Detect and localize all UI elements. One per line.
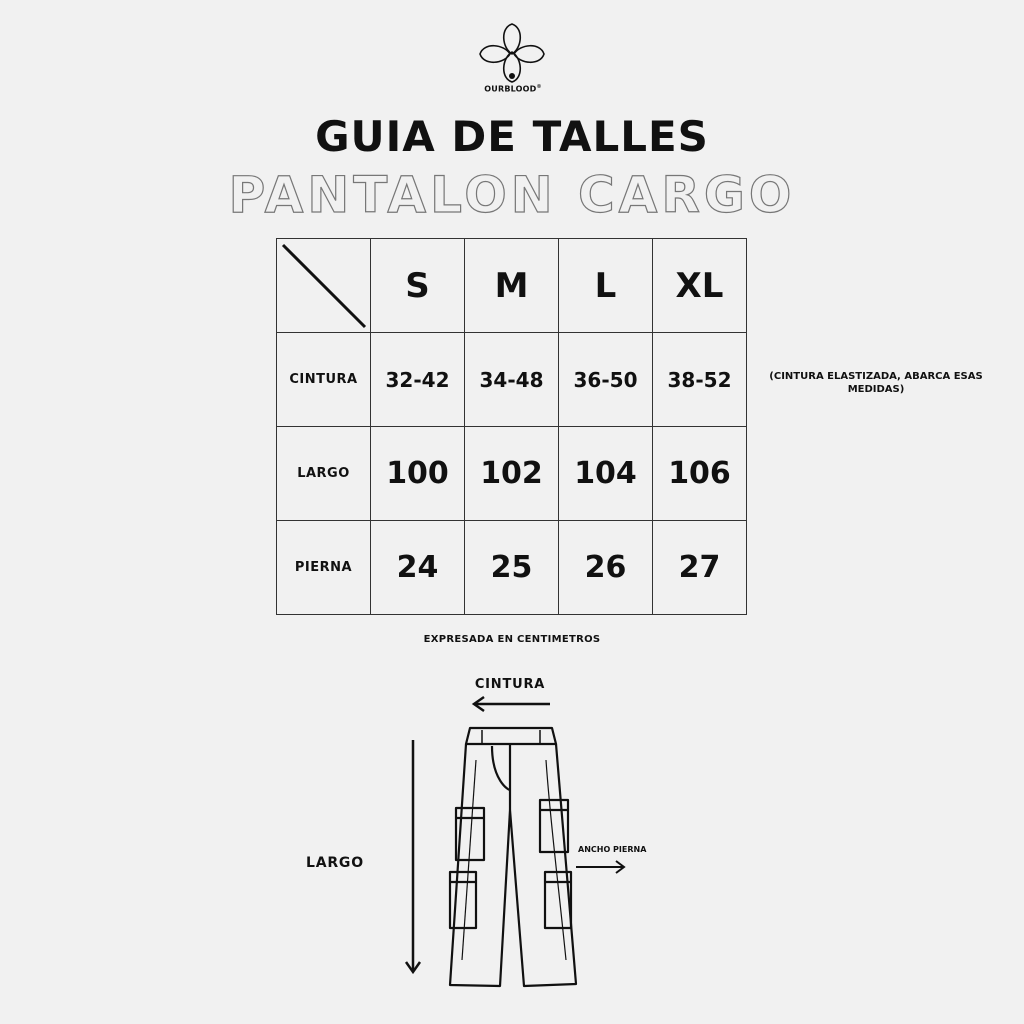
table-cell: 36-50 xyxy=(559,333,653,427)
row-label-largo: LARGO xyxy=(277,427,371,521)
page-title: GUIA DE TALLES xyxy=(315,112,709,161)
units-note: EXPRESADA EN CENTIMETROS xyxy=(423,634,601,645)
table-cell: 38-52 xyxy=(653,333,747,427)
page-subtitle: PANTALON CARGO xyxy=(228,166,796,224)
diagram-largo-label: LARGO xyxy=(306,855,364,871)
size-header-s: S xyxy=(371,239,465,333)
table-cell: 27 xyxy=(653,521,747,615)
table-cell: 104 xyxy=(559,427,653,521)
table-cell: 102 xyxy=(465,427,559,521)
table-cell: 106 xyxy=(653,427,747,521)
size-header-xl: XL xyxy=(653,239,747,333)
brand-name: OURBLOOD® xyxy=(484,84,542,94)
arrow-down-icon xyxy=(406,740,420,972)
diagram-ancho-label: ANCHO PIERNA xyxy=(578,845,647,854)
row-label-pierna: PIERNA xyxy=(277,521,371,615)
table-cell: 25 xyxy=(465,521,559,615)
cintura-note: (CINTURA ELASTIZADA, ABARCA ESAS MEDIDAS) xyxy=(769,371,983,395)
row-label-cintura: CINTURA xyxy=(277,333,371,427)
table-cell: 32-42 xyxy=(371,333,465,427)
size-header-l: L xyxy=(559,239,653,333)
table-cell: 34-48 xyxy=(465,333,559,427)
table-cell: 24 xyxy=(371,521,465,615)
arrow-right-icon xyxy=(576,861,624,873)
size-header-m: M xyxy=(465,239,559,333)
table-cell: 100 xyxy=(371,427,465,521)
arrow-left-icon xyxy=(474,697,550,711)
cargo-pants-icon xyxy=(450,728,576,986)
diagram-cintura-label: CINTURA xyxy=(474,677,546,692)
table-cell: 26 xyxy=(559,521,653,615)
